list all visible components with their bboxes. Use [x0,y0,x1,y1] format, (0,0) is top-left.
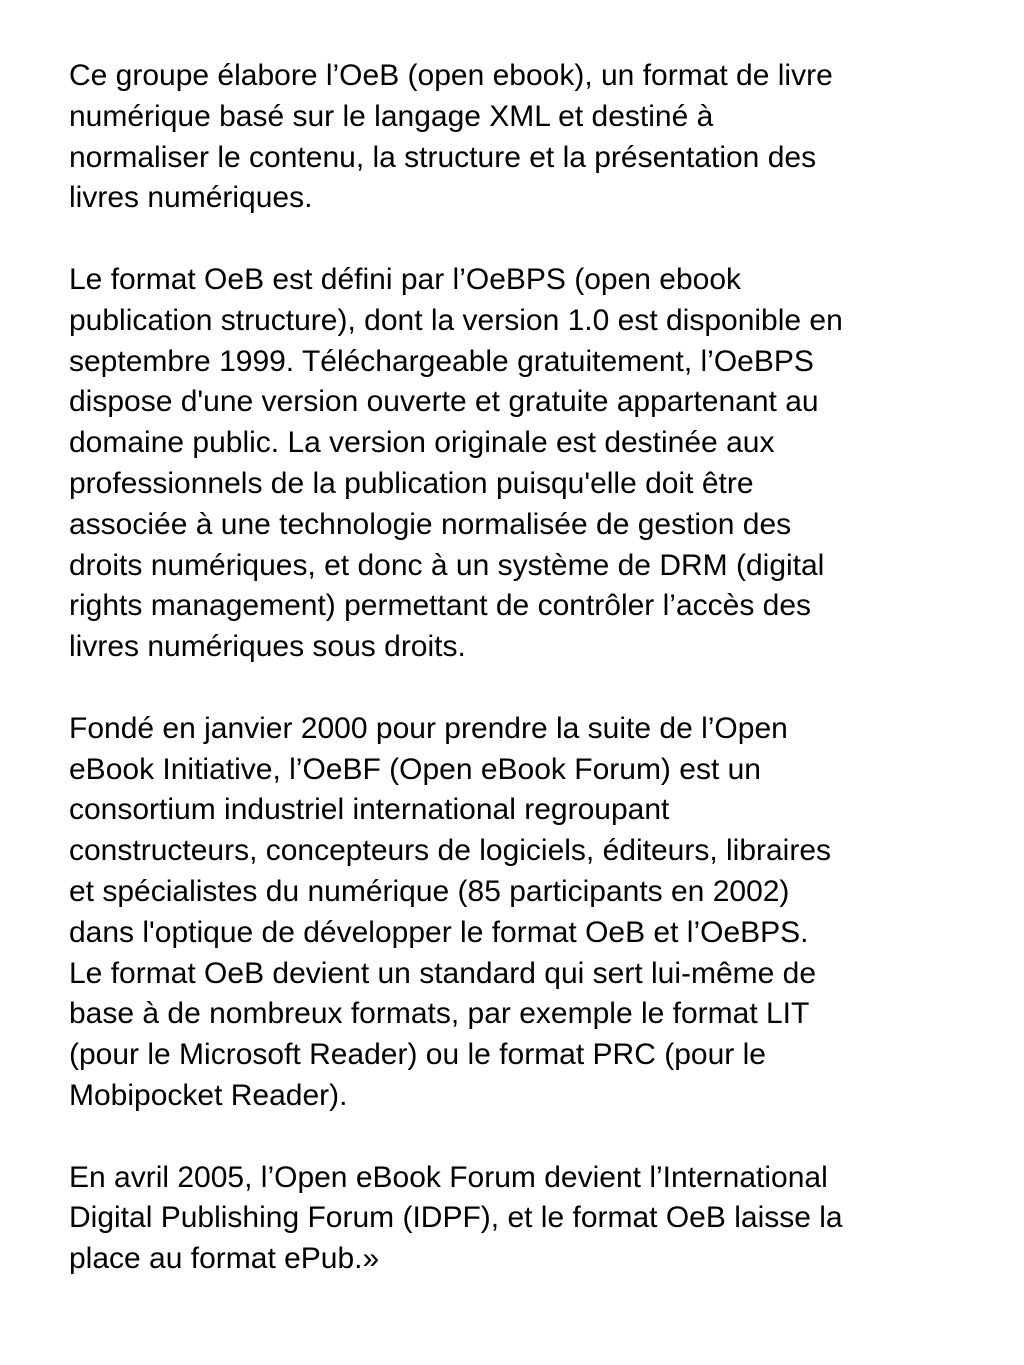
text-line: professionnels de la publication puisqu'elle doit être [69,466,754,500]
text-line: domaine public. La version originale est destinée aux [69,426,775,460]
text-line: dans l'optique de développer le format OeB et l’OeBPS. [69,915,809,949]
paragraph-oeb-format [69,56,969,219]
text-line: place au format ePub.» [69,1242,380,1276]
text-line: constructeurs, concepteurs de logiciels, éditeurs, libraires [69,834,832,868]
text-line: Le format OeB devient un standard qui sert lui-même de [69,956,817,990]
text-line: dispose d'une version ouverte et gratuite appartenant au [69,385,819,419]
text-line: consortium industriel international regroupant [69,793,670,827]
text-line: et spécialistes du numérique (85 participants en 2002) [69,874,790,908]
text-line: Ce groupe élabore l’OeB (open ebook), un format de livre [69,59,833,92]
text-line: publication structure), dont la version 1.0 est disponible en [69,303,843,337]
text-line: Le format OeB est défini par l’OeBPS (open ebook [69,262,742,296]
text-line: septembre 1999. Téléchargeable gratuitement, l’OeBPS [69,344,814,378]
document-body [69,56,969,1321]
text-line: droits numériques, et donc à un système de DRM (digital [69,548,825,582]
text-line: normaliser le contenu, la structure et la présentation des [69,140,817,174]
text-line: En avril 2005, l’Open eBook Forum devient l’International [69,1160,828,1194]
text-line: numérique basé sur le langage XML et destiné à [69,99,714,133]
text-line: livres numériques sous droits. [69,630,466,664]
paragraph-idpf [69,1158,969,1280]
text-line: Fondé en janvier 2000 pour prendre la suite de l’Open [69,711,788,745]
text-line: (pour le Microsoft Reader) ou le format PRC (pour le [69,1038,766,1072]
paragraph-oebps [69,260,969,668]
text-line: livres numériques. [69,181,313,215]
text-line: eBook Initiative, l’OeBF (Open eBook Forum) est un [69,752,761,786]
text-line: base à de nombreux formats, par exemple le format LIT [69,997,810,1031]
text-line: Digital Publishing Forum (IDPF), et le format OeB laisse la [69,1201,843,1235]
text-line: Mobipocket Reader). [69,1078,348,1112]
text-line: associée à une technologie normalisée de gestion des [69,507,792,541]
text-line: rights management) permettant de contrôler l’accès des [69,589,812,623]
paragraph-oebf [69,709,969,1117]
